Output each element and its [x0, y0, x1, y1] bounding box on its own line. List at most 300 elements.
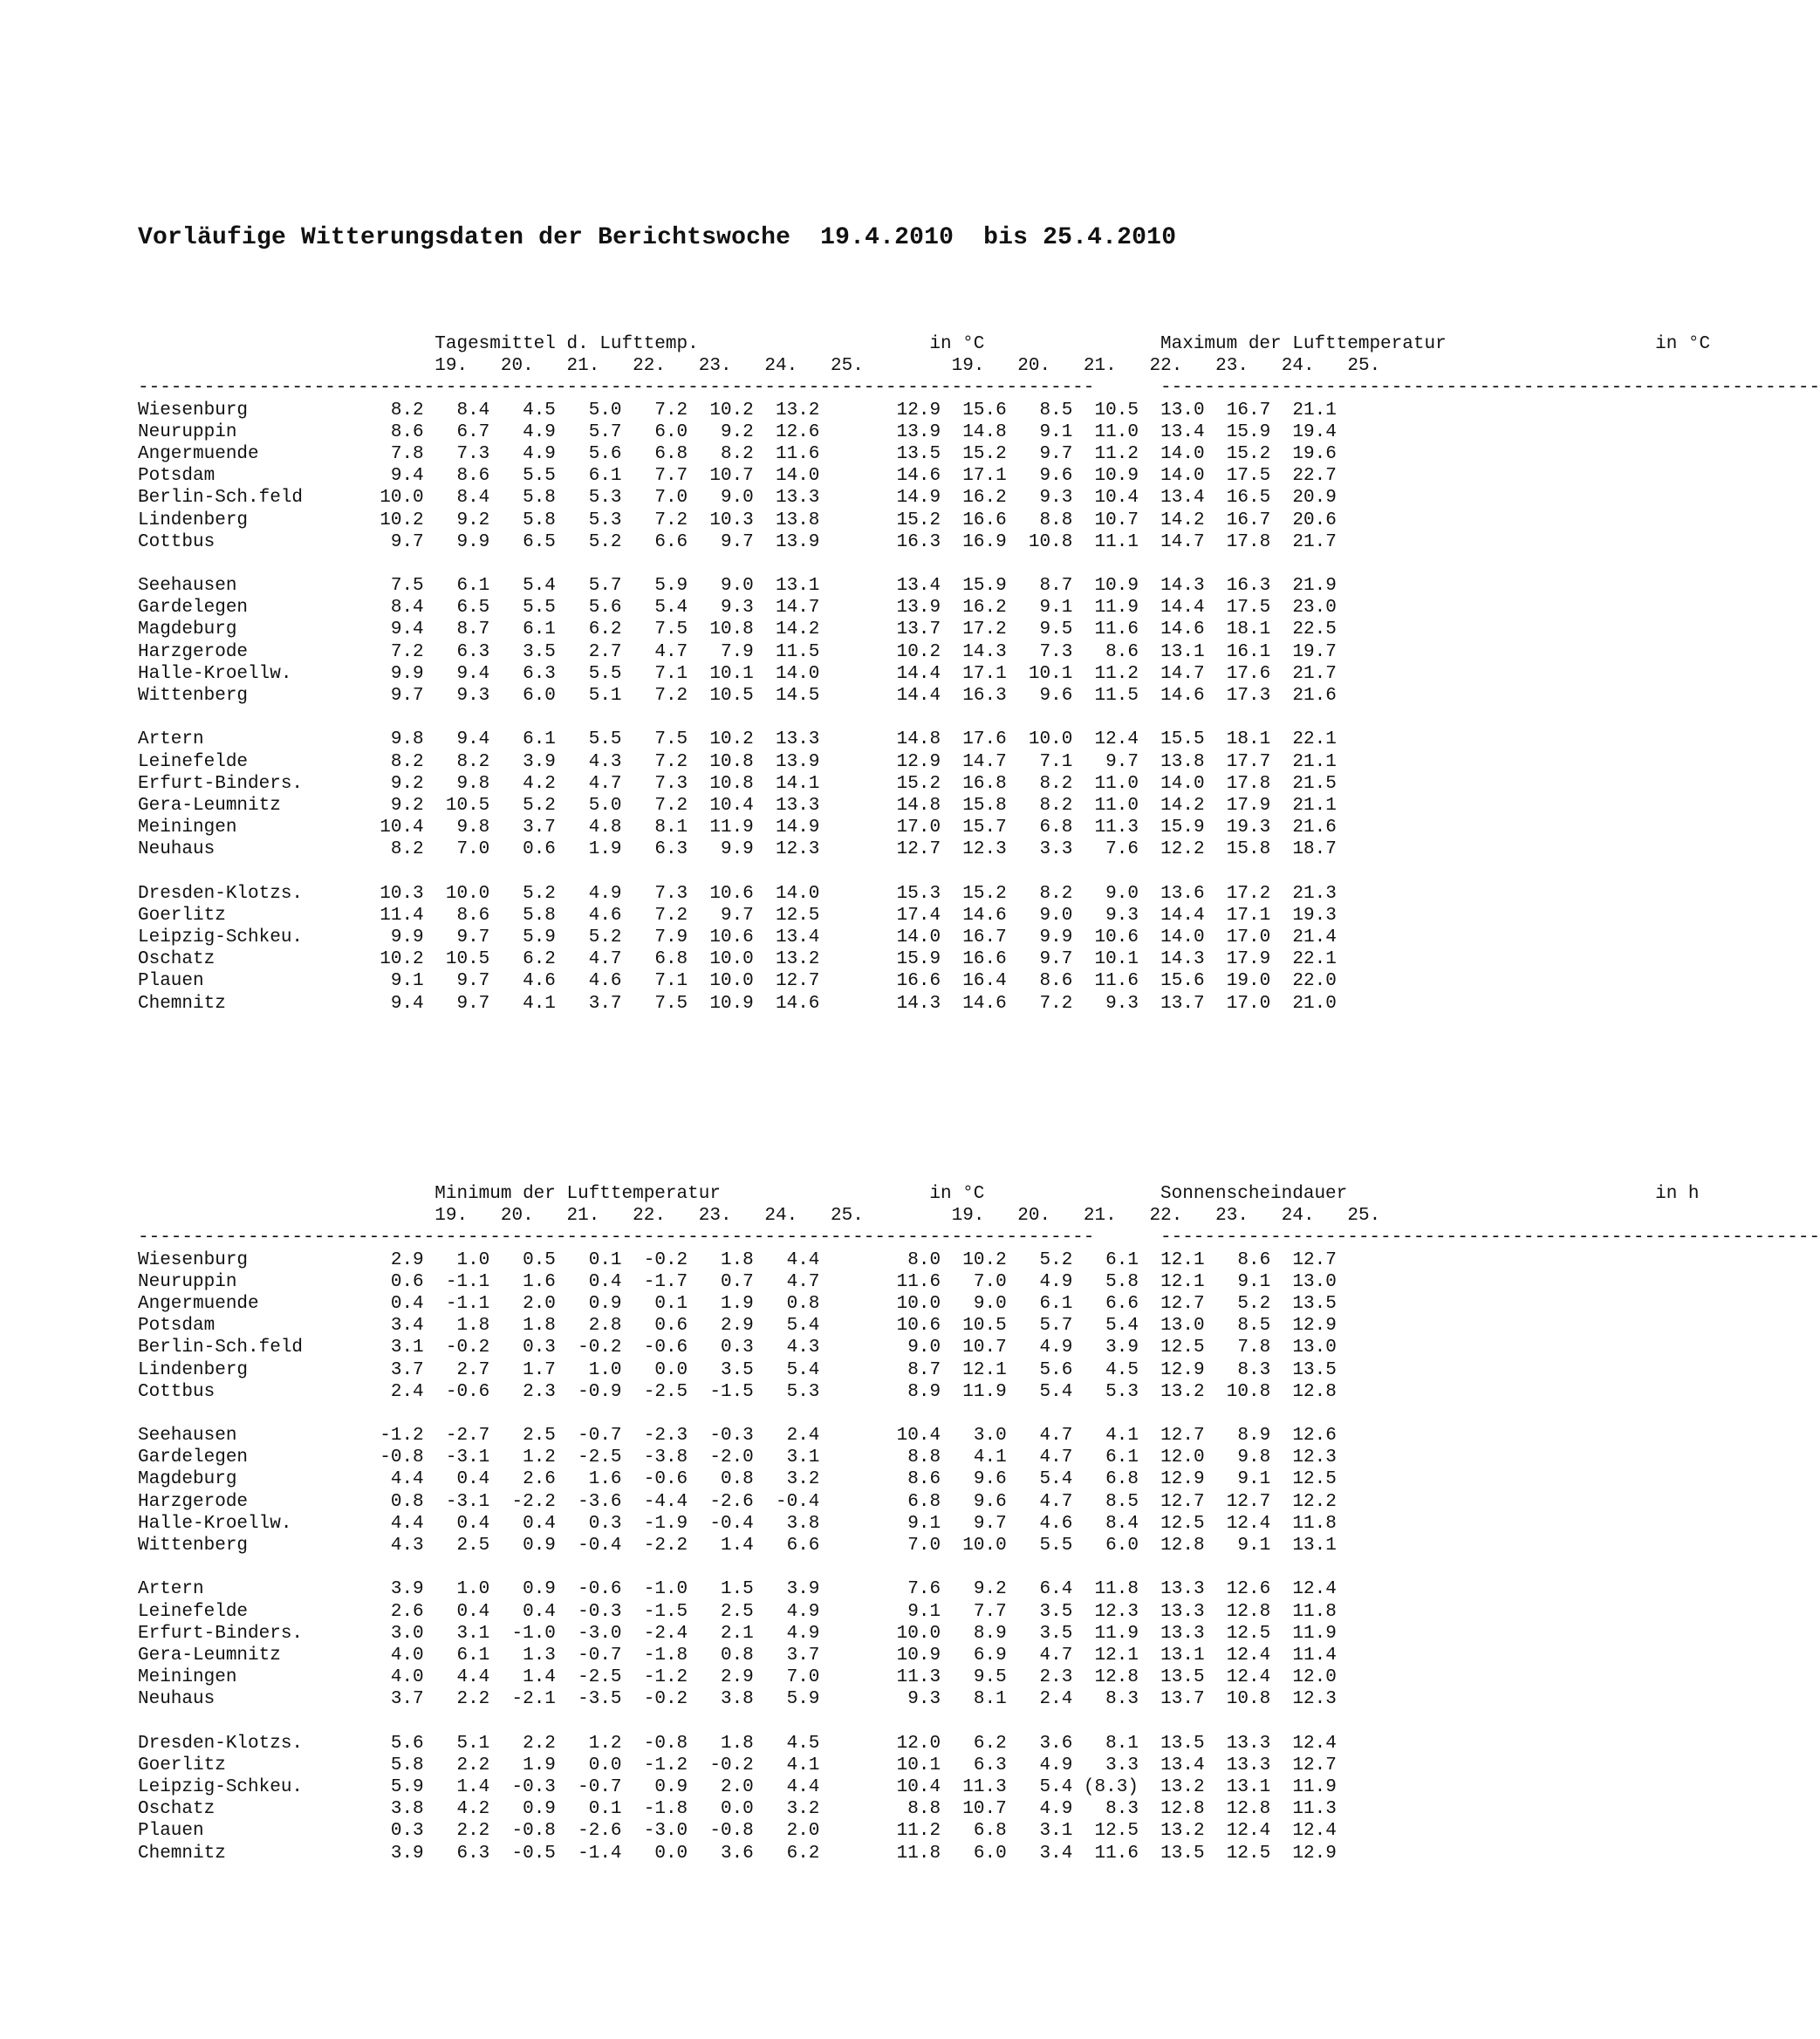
- cell-value: 15.2: [941, 883, 1007, 904]
- table-row: [138, 1491, 1359, 1513]
- cell-value: 9.3: [1072, 905, 1139, 926]
- table-row: [138, 1513, 1359, 1535]
- cell-value: 16.4: [941, 971, 1007, 992]
- cell-value: 12.5: [1204, 1623, 1271, 1644]
- cell-value: 10.7: [1072, 510, 1139, 530]
- cell-value: 16.3: [941, 686, 1007, 706]
- cell-value: 5.4: [489, 576, 556, 597]
- cell-value: 3.1: [1006, 1821, 1073, 1842]
- cell-value: 4.4: [358, 1513, 424, 1534]
- cell-value: 0.6: [358, 1271, 424, 1292]
- cell-value: 11.8: [874, 1843, 941, 1864]
- day-label-right: 23.: [1215, 1206, 1282, 1227]
- cell-value: 8.5: [1006, 400, 1073, 421]
- cell-value: 12.3: [753, 839, 820, 860]
- cell-value: 11.8: [1072, 1579, 1139, 1600]
- cell-value: 11.6: [1072, 971, 1139, 992]
- cell-value: 16.5: [1204, 488, 1271, 509]
- cell-value: 7.5: [621, 729, 688, 750]
- cell-value: 13.3: [1138, 1601, 1205, 1622]
- cell-value: 21.7: [1270, 663, 1337, 684]
- cell-value: -1.5: [621, 1601, 688, 1622]
- station-name: Potsdam: [138, 1316, 359, 1337]
- cell-value: 6.7: [423, 421, 490, 442]
- cell-value: 0.9: [489, 1579, 556, 1600]
- cell-value: 12.7: [874, 839, 941, 860]
- cell-value: 8.9: [941, 1623, 1007, 1644]
- cell-value: 8.6: [358, 421, 424, 442]
- cell-value: 21.1: [1270, 400, 1337, 421]
- cell-value: 12.3: [1270, 1447, 1337, 1468]
- cell-value: -3.0: [555, 1623, 622, 1644]
- cell-value: 4.9: [1006, 1271, 1073, 1292]
- cell-value: 6.9: [941, 1645, 1007, 1666]
- cell-value: 13.2: [1138, 1777, 1205, 1798]
- cell-value: 9.9: [358, 927, 424, 948]
- cell-value: 7.1: [621, 971, 688, 992]
- cell-value: 21.3: [1270, 883, 1337, 904]
- cell-value: 6.6: [1072, 1293, 1139, 1314]
- cell-value: 6.8: [1072, 1469, 1139, 1490]
- cell-value: 12.7: [1270, 1755, 1337, 1776]
- cell-value: 14.4: [874, 686, 941, 706]
- station-name: Plauen: [138, 1821, 359, 1842]
- cell-value: 20.9: [1270, 488, 1337, 509]
- station-name: Wittenberg: [138, 686, 359, 706]
- cell-value: 4.3: [358, 1536, 424, 1556]
- cell-value: 17.8: [1204, 773, 1271, 794]
- cell-value: 6.1: [489, 729, 556, 750]
- cell-value: 2.3: [1006, 1667, 1073, 1688]
- cell-value: 5.5: [555, 729, 622, 750]
- cell-value: 5.3: [555, 510, 622, 530]
- cell-value: 8.4: [423, 488, 490, 509]
- cell-value: 3.5: [1006, 1623, 1073, 1644]
- station-name: Angermuende: [138, 443, 359, 464]
- cell-value: 10.8: [1006, 531, 1073, 552]
- day-label-right: 24.: [1281, 1206, 1348, 1227]
- cell-value: 5.7: [555, 421, 622, 442]
- cell-value: 4.1: [489, 993, 556, 1014]
- cell-value: 11.2: [1072, 663, 1139, 684]
- cell-value: 4.8: [555, 818, 622, 838]
- cell-value: 10.9: [874, 1645, 941, 1666]
- day-label-left: 22.: [633, 1206, 699, 1227]
- cell-value: 4.4: [358, 1469, 424, 1490]
- cell-value: 2.2: [423, 1821, 490, 1842]
- station-name: Gera-Leumnitz: [138, 1645, 359, 1666]
- cell-value: 6.8: [1006, 818, 1073, 838]
- cell-value: 0.4: [358, 1293, 424, 1314]
- cell-value: 12.4: [1270, 1579, 1337, 1600]
- station-name: Artern: [138, 1579, 359, 1600]
- cell-value: 10.8: [688, 751, 754, 772]
- cell-value: 4.4: [753, 1777, 820, 1798]
- cell-value: 8.2: [358, 400, 424, 421]
- cell-value: 1.3: [489, 1645, 556, 1666]
- cell-value: -0.4: [753, 1491, 820, 1512]
- cell-value: 9.5: [1006, 619, 1073, 640]
- cell-value: 13.2: [1138, 1381, 1205, 1402]
- cell-value: -1.1: [423, 1271, 490, 1292]
- cell-value: 13.3: [1204, 1733, 1271, 1754]
- cell-value: 15.9: [1138, 818, 1205, 838]
- left-section-title: Tagesmittel d. Lufttemp.: [434, 334, 930, 354]
- cell-value: 3.5: [688, 1359, 754, 1380]
- day-label-right: 20.: [1017, 1206, 1084, 1227]
- cell-value: 11.0: [1072, 773, 1139, 794]
- table-row: [138, 993, 1359, 1015]
- cell-value: 8.9: [1204, 1426, 1271, 1447]
- right-section-title: Sonnenscheindauer: [1160, 1184, 1656, 1204]
- cell-value: 19.4: [1270, 421, 1337, 442]
- station-name: Neuruppin: [138, 1271, 359, 1292]
- cell-value: 4.7: [1006, 1645, 1073, 1666]
- cell-value: 0.6: [489, 839, 556, 860]
- cell-value: 5.8: [489, 905, 556, 926]
- cell-value: -2.5: [555, 1667, 622, 1688]
- cell-value: 16.7: [941, 927, 1007, 948]
- station-name: Leinefelde: [138, 1601, 359, 1622]
- table-row: [138, 1271, 1359, 1293]
- cell-value: 0.4: [423, 1513, 490, 1534]
- cell-value: 7.9: [621, 927, 688, 948]
- right-section-title: Maximum der Lufttemperatur: [1160, 334, 1656, 354]
- cell-value: 15.7: [941, 818, 1007, 838]
- cell-value: 6.1: [423, 576, 490, 597]
- cell-value: 4.7: [555, 773, 622, 794]
- cell-value: 0.8: [688, 1645, 754, 1666]
- cell-value: 2.2: [423, 1755, 490, 1776]
- station-name: Magdeburg: [138, 1469, 359, 1490]
- table-row: [138, 1843, 1359, 1865]
- table-row: [138, 1645, 1359, 1666]
- cell-value: 7.0: [621, 488, 688, 509]
- cell-value: 17.1: [1204, 905, 1271, 926]
- cell-value: 7.6: [874, 1579, 941, 1600]
- cell-value: 8.5: [1072, 1491, 1139, 1512]
- cell-value: 17.2: [941, 619, 1007, 640]
- cell-value: 6.6: [753, 1536, 820, 1556]
- cell-value: 14.8: [874, 795, 941, 816]
- station-name: Seehausen: [138, 576, 359, 597]
- day-label-right: 21.: [1083, 356, 1150, 377]
- cell-value: 10.1: [688, 663, 754, 684]
- cell-value: 14.0: [753, 466, 820, 487]
- cell-value: -0.7: [555, 1645, 622, 1666]
- cell-value: 3.7: [489, 818, 556, 838]
- cell-value: 15.5: [1138, 729, 1205, 750]
- cell-value: 14.4: [874, 663, 941, 684]
- day-label-right: 21.: [1083, 1206, 1150, 1227]
- cell-value: 17.1: [941, 466, 1007, 487]
- cell-value: 6.0: [941, 1843, 1007, 1864]
- station-name: Chemnitz: [138, 993, 359, 1014]
- cell-value: 6.3: [423, 1843, 490, 1864]
- cell-value: 2.0: [688, 1777, 754, 1798]
- cell-value: -0.4: [555, 1536, 622, 1556]
- cell-value: 6.8: [621, 443, 688, 464]
- cell-value: 12.7: [1204, 1491, 1271, 1512]
- cell-value: 10.2: [688, 400, 754, 421]
- cell-value: 10.0: [358, 488, 424, 509]
- cell-value: 9.3: [688, 598, 754, 619]
- cell-value: 13.9: [753, 531, 820, 552]
- cell-value: 14.8: [874, 729, 941, 750]
- cell-value: 3.2: [753, 1469, 820, 1490]
- cell-value: 11.6: [1072, 619, 1139, 640]
- table-row: [138, 1249, 1359, 1271]
- cell-value: 12.6: [1204, 1579, 1271, 1600]
- cell-value: 2.9: [688, 1316, 754, 1337]
- cell-value: 8.2: [1006, 883, 1073, 904]
- day-label-right: 23.: [1215, 356, 1282, 377]
- cell-value: 12.0: [874, 1733, 941, 1754]
- cell-value: 16.3: [1204, 576, 1271, 597]
- cell-value: 12.7: [1270, 1249, 1337, 1270]
- cell-value: 18.7: [1270, 839, 1337, 860]
- cell-value: 14.9: [753, 818, 820, 838]
- cell-value: 22.1: [1270, 729, 1337, 750]
- cell-value: 15.9: [874, 949, 941, 970]
- cell-value: 3.9: [1072, 1338, 1139, 1358]
- cell-value: 12.8: [1138, 1536, 1205, 1556]
- cell-value: 13.7: [874, 619, 941, 640]
- table-row: [138, 773, 1359, 795]
- cell-value: 7.3: [621, 883, 688, 904]
- group-spacer: [138, 1557, 1359, 1578]
- table-row: [138, 531, 1359, 553]
- cell-value: 18.1: [1204, 619, 1271, 640]
- cell-value: 4.9: [1006, 1799, 1073, 1820]
- cell-value: 0.7: [688, 1271, 754, 1292]
- cell-value: 9.4: [358, 619, 424, 640]
- cell-value: 4.9: [753, 1623, 820, 1644]
- cell-value: 9.8: [1204, 1447, 1271, 1468]
- cell-value: 14.9: [874, 488, 941, 509]
- cell-value: 3.8: [688, 1689, 754, 1710]
- day-label-left: 19.: [434, 356, 501, 377]
- cell-value: 10.6: [688, 883, 754, 904]
- cell-value: 7.2: [621, 751, 688, 772]
- separator-line: --------------------------------------------------------------------------------------- ------------------------------------------------------------: [138, 378, 1820, 399]
- cell-value: 13.4: [874, 576, 941, 597]
- cell-value: 6.5: [423, 598, 490, 619]
- table-row: [138, 619, 1359, 640]
- cell-value: 5.6: [555, 598, 622, 619]
- cell-value: 2.4: [1006, 1689, 1073, 1710]
- cell-value: 6.4: [1006, 1579, 1073, 1600]
- cell-value: (8.3): [1072, 1777, 1139, 1798]
- cell-value: 6.2: [555, 619, 622, 640]
- cell-value: 2.9: [358, 1249, 424, 1270]
- cell-value: 14.3: [941, 641, 1007, 662]
- cell-value: 8.6: [423, 466, 490, 487]
- cell-value: 1.4: [489, 1667, 556, 1688]
- cell-value: 19.6: [1270, 443, 1337, 464]
- cell-value: -0.4: [688, 1513, 754, 1534]
- cell-value: 13.1: [1270, 1536, 1337, 1556]
- cell-value: -1.9: [621, 1513, 688, 1534]
- cell-value: 11.6: [753, 443, 820, 464]
- cell-value: 11.8: [1270, 1513, 1337, 1534]
- cell-value: -1.2: [621, 1667, 688, 1688]
- left-section-title: Minimum der Lufttemperatur: [434, 1184, 930, 1204]
- cell-value: 11.9: [1270, 1777, 1337, 1798]
- cell-value: 5.5: [555, 663, 622, 684]
- cell-value: 10.2: [358, 949, 424, 970]
- cell-value: -0.9: [555, 1381, 622, 1402]
- cell-value: 7.5: [621, 619, 688, 640]
- cell-value: 4.7: [1006, 1491, 1073, 1512]
- cell-value: 9.9: [358, 663, 424, 684]
- cell-value: 3.3: [1072, 1755, 1139, 1776]
- cell-value: 4.9: [489, 443, 556, 464]
- cell-value: 8.2: [1006, 773, 1073, 794]
- cell-value: 6.0: [621, 421, 688, 442]
- cell-value: 10.2: [874, 641, 941, 662]
- cell-value: -0.2: [621, 1689, 688, 1710]
- cell-value: 4.6: [555, 971, 622, 992]
- cell-value: 10.0: [688, 949, 754, 970]
- group-spacer: [138, 553, 1359, 575]
- cell-value: 1.8: [423, 1316, 490, 1337]
- cell-value: 12.1: [1072, 1645, 1139, 1666]
- station-name: Gardelegen: [138, 1447, 359, 1468]
- cell-value: 5.0: [555, 795, 622, 816]
- cell-value: 1.0: [423, 1249, 490, 1270]
- cell-value: 3.0: [941, 1426, 1007, 1447]
- cell-value: 12.5: [1270, 1469, 1337, 1490]
- cell-value: 17.9: [1204, 795, 1271, 816]
- cell-value: 14.3: [874, 993, 941, 1014]
- cell-value: 4.2: [489, 773, 556, 794]
- cell-value: 14.0: [874, 927, 941, 948]
- cell-value: 9.8: [423, 818, 490, 838]
- table-row: [138, 597, 1359, 619]
- cell-value: 8.0: [874, 1249, 941, 1270]
- cell-value: 21.0: [1270, 993, 1337, 1014]
- cell-value: 1.8: [688, 1733, 754, 1754]
- cell-value: 3.7: [358, 1359, 424, 1380]
- cell-value: 9.0: [941, 1293, 1007, 1314]
- table-row: [138, 1381, 1359, 1403]
- station-name: Dresden-Klotzs.: [138, 883, 359, 904]
- cell-value: 2.6: [489, 1469, 556, 1490]
- cell-value: 10.7: [941, 1338, 1007, 1358]
- cell-value: 9.1: [874, 1513, 941, 1534]
- cell-value: 7.6: [1072, 839, 1139, 860]
- station-name: Angermuende: [138, 1293, 359, 1314]
- cell-value: 13.3: [1138, 1579, 1205, 1600]
- cell-value: 9.7: [423, 927, 490, 948]
- cell-value: 11.9: [1270, 1623, 1337, 1644]
- cell-value: 4.5: [1072, 1359, 1139, 1380]
- cell-value: 5.0: [555, 400, 622, 421]
- cell-value: 5.4: [1006, 1469, 1073, 1490]
- cell-value: 12.6: [1270, 1426, 1337, 1447]
- cell-value: 7.2: [621, 510, 688, 530]
- cell-value: 14.7: [941, 751, 1007, 772]
- cell-value: 5.3: [753, 1381, 820, 1402]
- cell-value: 3.9: [358, 1843, 424, 1864]
- cell-value: 10.5: [1072, 400, 1139, 421]
- cell-value: 3.2: [753, 1799, 820, 1820]
- cell-value: -1.1: [423, 1293, 490, 1314]
- cell-value: -0.8: [489, 1821, 556, 1842]
- cell-value: 9.7: [1006, 443, 1073, 464]
- cell-value: 10.9: [688, 993, 754, 1014]
- cell-value: 9.4: [423, 663, 490, 684]
- cell-value: 7.7: [941, 1601, 1007, 1622]
- station-name: Artern: [138, 729, 359, 750]
- cell-value: 0.4: [423, 1601, 490, 1622]
- station-name: Cottbus: [138, 1381, 359, 1402]
- cell-value: 12.1: [941, 1359, 1007, 1380]
- cell-value: 12.2: [1138, 839, 1205, 860]
- cell-value: 9.4: [358, 993, 424, 1014]
- cell-value: 12.5: [753, 905, 820, 926]
- table-row: [138, 641, 1359, 663]
- cell-value: 2.5: [423, 1536, 490, 1556]
- cell-value: 9.1: [874, 1601, 941, 1622]
- cell-value: 15.2: [874, 510, 941, 530]
- cell-value: 11.2: [1072, 443, 1139, 464]
- cell-value: 12.9: [1138, 1359, 1205, 1380]
- cell-value: 3.7: [753, 1645, 820, 1666]
- cell-value: 12.9: [1270, 1316, 1337, 1337]
- cell-value: -3.1: [423, 1447, 490, 1468]
- cell-value: 4.9: [489, 421, 556, 442]
- cell-value: 1.9: [555, 839, 622, 860]
- cell-value: 19.3: [1204, 818, 1271, 838]
- cell-value: -0.8: [688, 1821, 754, 1842]
- left-section-unit: in °C: [929, 1184, 1161, 1204]
- cell-value: 13.0: [1138, 1316, 1205, 1337]
- cell-value: 6.0: [489, 686, 556, 706]
- cell-value: 5.2: [555, 927, 622, 948]
- station-name: Seehausen: [138, 1426, 359, 1447]
- cell-value: 1.8: [489, 1316, 556, 1337]
- table-row: [138, 905, 1359, 927]
- cell-value: 13.6: [1138, 883, 1205, 904]
- cell-value: 10.8: [1204, 1689, 1271, 1710]
- cell-value: 21.1: [1270, 751, 1337, 772]
- cell-value: -2.7: [423, 1426, 490, 1447]
- cell-value: 12.1: [1138, 1249, 1205, 1270]
- table-row: [138, 1468, 1359, 1490]
- cell-value: 9.5: [941, 1667, 1007, 1688]
- table-row: [138, 1315, 1359, 1337]
- cell-value: 5.3: [555, 488, 622, 509]
- page-title: Vorläufige Witterungsdaten der Berichtswoche 19.4.2010 bis 25.4.2010: [138, 224, 1177, 251]
- cell-value: 5.2: [1006, 1249, 1073, 1270]
- cell-value: 16.2: [941, 488, 1007, 509]
- cell-value: 10.6: [688, 927, 754, 948]
- section-header: [138, 333, 1711, 355]
- cell-value: 4.4: [753, 1249, 820, 1270]
- cell-value: 13.5: [1138, 1843, 1205, 1864]
- cell-value: 13.2: [1138, 1821, 1205, 1842]
- cell-value: 9.7: [941, 1513, 1007, 1534]
- cell-value: -1.2: [358, 1426, 424, 1447]
- right-section-unit: in h: [1655, 1184, 1700, 1204]
- cell-value: 13.3: [753, 729, 820, 750]
- cell-value: 1.6: [555, 1469, 622, 1490]
- table-row: [138, 421, 1359, 443]
- cell-value: -0.6: [555, 1579, 622, 1600]
- cell-value: 10.0: [688, 971, 754, 992]
